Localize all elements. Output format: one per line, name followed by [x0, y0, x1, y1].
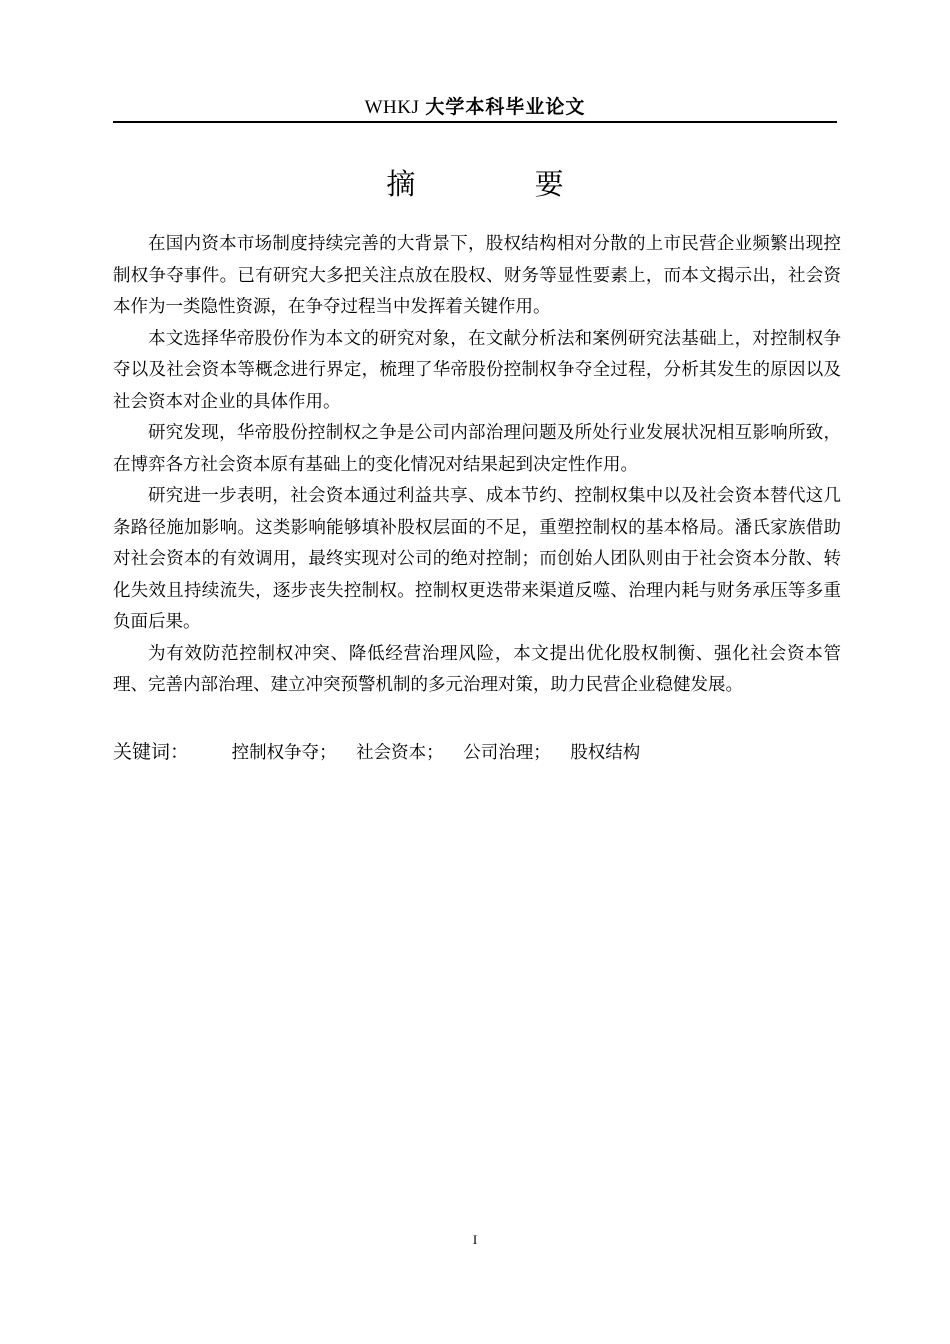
keyword-item: 社会资本； — [356, 743, 444, 763]
header-title: 大学本科毕业论文 — [425, 96, 586, 118]
keyword-item: 公司治理； — [463, 743, 551, 763]
keyword-item: 控制权争夺； — [231, 743, 337, 763]
header-rule — [113, 121, 837, 123]
page-header — [113, 94, 837, 122]
page-number: I — [472, 1232, 478, 1247]
abstract-paragraph-3: 研究发现，华帝股份控制权之争是公司内部治理问题及所处行业发展状况相互影响所致，在博弈各方社会资本原有基础上的变化情况对结果起到决定性作用。 — [113, 423, 841, 475]
abstract-title: 摘 要 — [386, 167, 619, 201]
keywords-label: 关键词： — [113, 741, 190, 763]
keywords-line — [113, 737, 654, 768]
abstract-paragraph-5: 为有效防范控制权冲突、降低经营治理风险，本文提出优化股权制衡、强化社会资本管理、完善内部治理、建立冲突预警机制的多元治理对策，助力民营企业稳健发展。 — [113, 643, 841, 695]
keyword-item: 股权结构 — [570, 743, 641, 763]
abstract-paragraph-4: 研究进一步表明，社会资本通过利益共享、成本节约、控制权集中以及社会资本替代这几条路径施加影响。这类影响能够填补股权层面的不足，重塑控制权的基本格局。潘氏家族借助对社会资本的有效调用，最终实现对公司的绝对控制；而创始人团队则由于社会资本分散、转化失效且持续流失，逐步丧失控制权。控制权更迭带来渠道反噬、治理内耗与财务承压等多重负面后果。 — [113, 486, 841, 632]
header-org: WHKJ — [364, 97, 420, 118]
abstract-paragraph-2: 本文选择华帝股份作为本文的研究对象，在文献分析法和案例研究法基础上，对控制权争夺以及社会资本等概念进行界定，梳理了华帝股份控制权争夺全过程，分析其发生的原因以及社会资本对企业的具体作用。 — [113, 328, 841, 412]
abstract-paragraph-1: 在国内资本市场制度持续完善的大背景下，股权结构相对分散的上市民营企业频繁出现控制权争夺事件。已有研究大多把关注点放在股权、财务等显性要素上，而本文揭示出，社会资本作为一类隐性资源，在争夺过程当中发挥着关键作用。 — [113, 234, 841, 317]
abstract-body — [113, 229, 841, 702]
